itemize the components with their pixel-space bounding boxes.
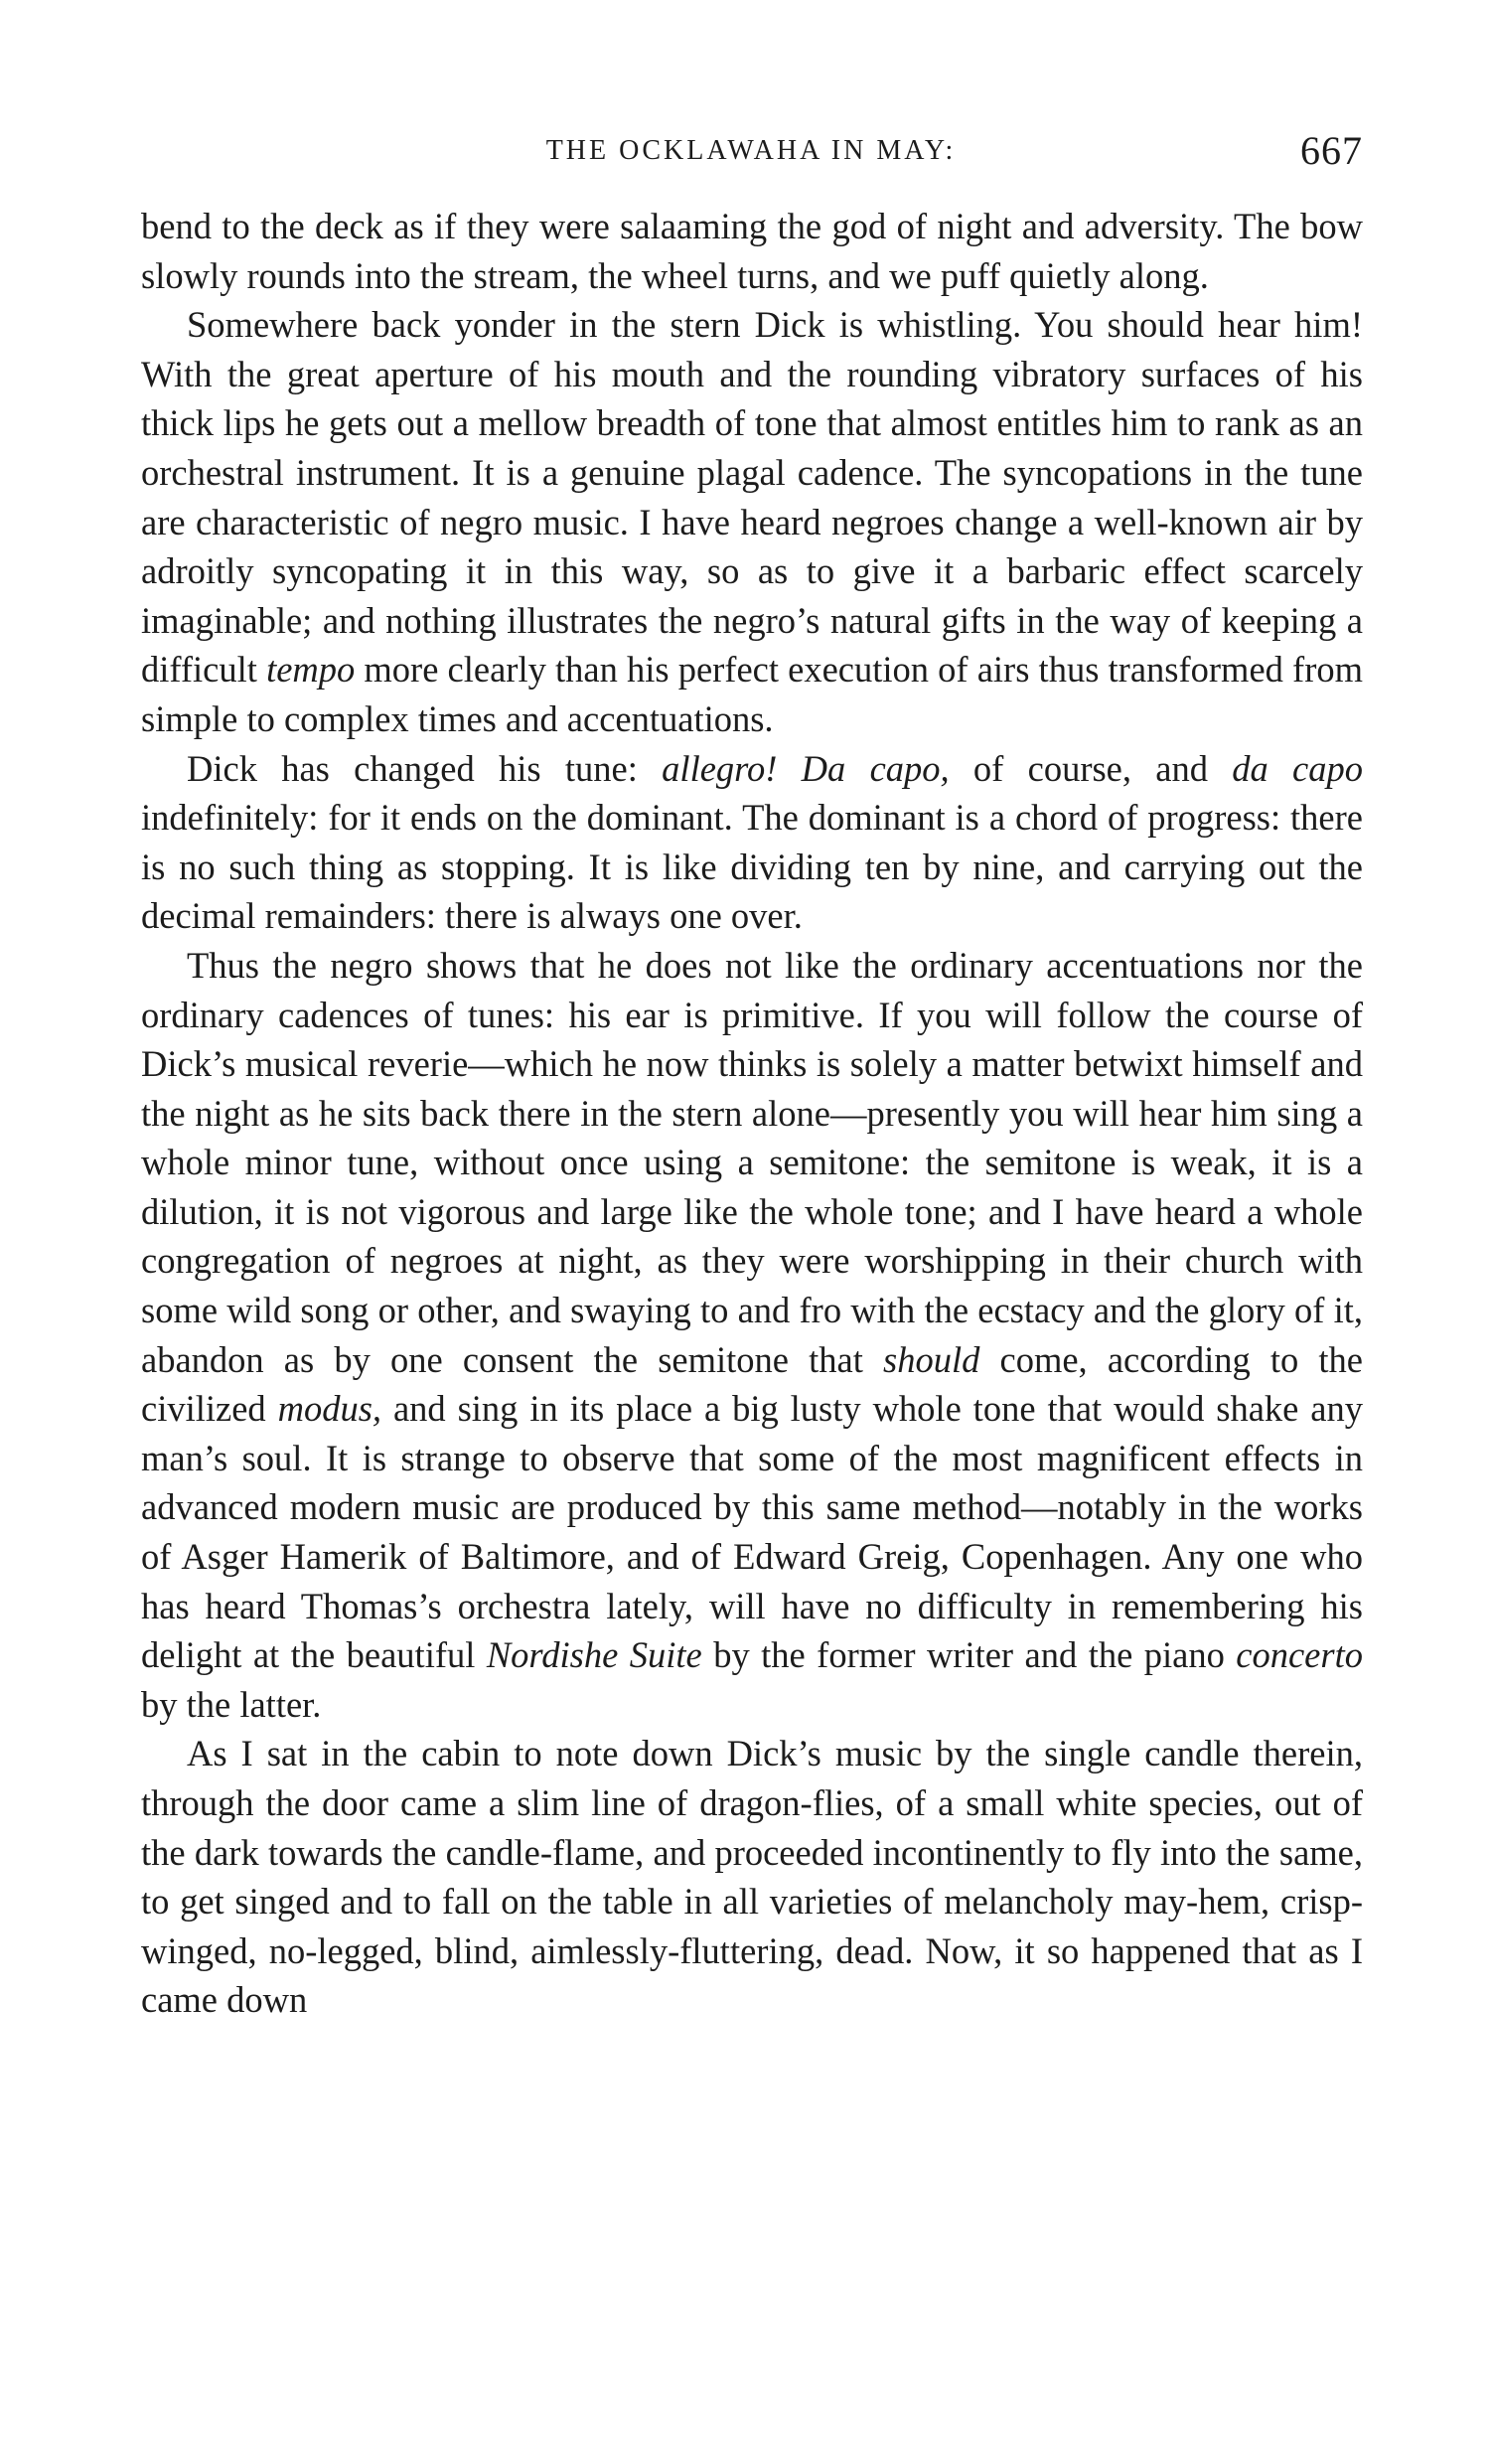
paragraph-2 [141,300,1363,743]
running-title: THE OCKLAWAHA IN MAY: [545,135,957,166]
italic-term: should [883,1338,980,1380]
italic-term: allegro! Da capo, [662,747,950,789]
italic-term: Nordishe Suite [486,1634,702,1676]
italic-term: concerto [1236,1634,1363,1676]
text-span: by the former writer and the piano [701,1634,1237,1676]
body-text [141,202,1363,2025]
text-span: more clearly than his perfect execution of airs thus transformed from simple to complex times and accentuations. [141,649,1363,739]
text-span: indefinitely: for it ends on the dominant. The dominant is a chord of progress: there is no such thing as stopping. It is like dividing ten by nine, and carrying out the decimal remainders: there is always one over. [141,797,1363,937]
italic-term: modus, [277,1388,382,1430]
text-span: Dick has changed his tune: [187,747,663,789]
text-span: and sing in its place a big lusty whole tone that would shake any man’s soul. It is strange to observe that some of the most magnificent effects in advanced modern music are produced by this same method—notably in the works of Asger Hamerik of Baltimore, and of Edward Greig, Copenhagen. Any one who has heard Thomas’s orchestra lately, will have no difficulty in remembering his delight at the beautiful [141,1388,1363,1676]
text-span: As I sat in the cabin to note down Dick’s music by the single candle therein, through the door came a slim line of dragon-flies, of a small white species, out of the dark towards the candle-flame, and proceeded incontinently to fly into the same, to get singed and to fall on the table in all varieties of melancholy may-hem, crisp-winged, no-legged, blind, aimlessly-fluttering, dead. Now, it so happened that as I came down [141,1733,1363,2021]
paragraph-5 [141,1729,1363,2025]
paragraph-1 [141,202,1363,300]
italic-term: da capo [1232,747,1363,789]
running-header [139,127,1363,179]
paragraph-3 [141,744,1363,941]
paragraph-4 [141,941,1363,1730]
text-span: bend to the deck as if they were salaaming the god of night and adversity. The bow slowly rounds into the stream, the wheel turns, and we puff quietly along. [141,206,1363,296]
text-span: Somewhere back yonder in the stern Dick is whistling. You should hear him! With the great aperture of his mouth and the rounding vibratory surfaces of his thick lips he gets out a mellow breadth of tone that almost entitles him to rank as an orchestral instrument. It is a genuine plagal cadence. The syncopations in the tune are characteristic of negro music. I have heard negroes change a well-known air by adroitly syncopating it in this way, so as to give it a barbaric effect scarcely imaginable; and nothing illustrates the negro’s natural gifts in the way of keeping a difficult [141,304,1363,691]
text-span: by the latter. [141,1683,322,1725]
text-span: come, according to the civilized [141,1338,1363,1430]
page-number: 667 [1300,128,1363,173]
italic-term: tempo [266,649,356,691]
text-span: Thus the negro shows that he does not like the ordinary accentuations nor the ordinary cadences of tunes: his ear is primitive. If you will follow the course of Dick’s musical reverie—which he now thinks is solely a matter betwixt himself and the night as he sits back there in the stern alone—presently you will hear him sing a whole minor tune, without once using a semitone: the semitone is weak, it is a dilution, it is not vigorous and large like the whole tone; and I have heard a whole congregation of negroes at night, as they were worshipping in their church with some wild song or other, and swaying to and fro with the ecstacy and the glory of it, abandon as by one consent the semitone that [141,944,1363,1380]
text-span: of course, and [949,747,1233,789]
